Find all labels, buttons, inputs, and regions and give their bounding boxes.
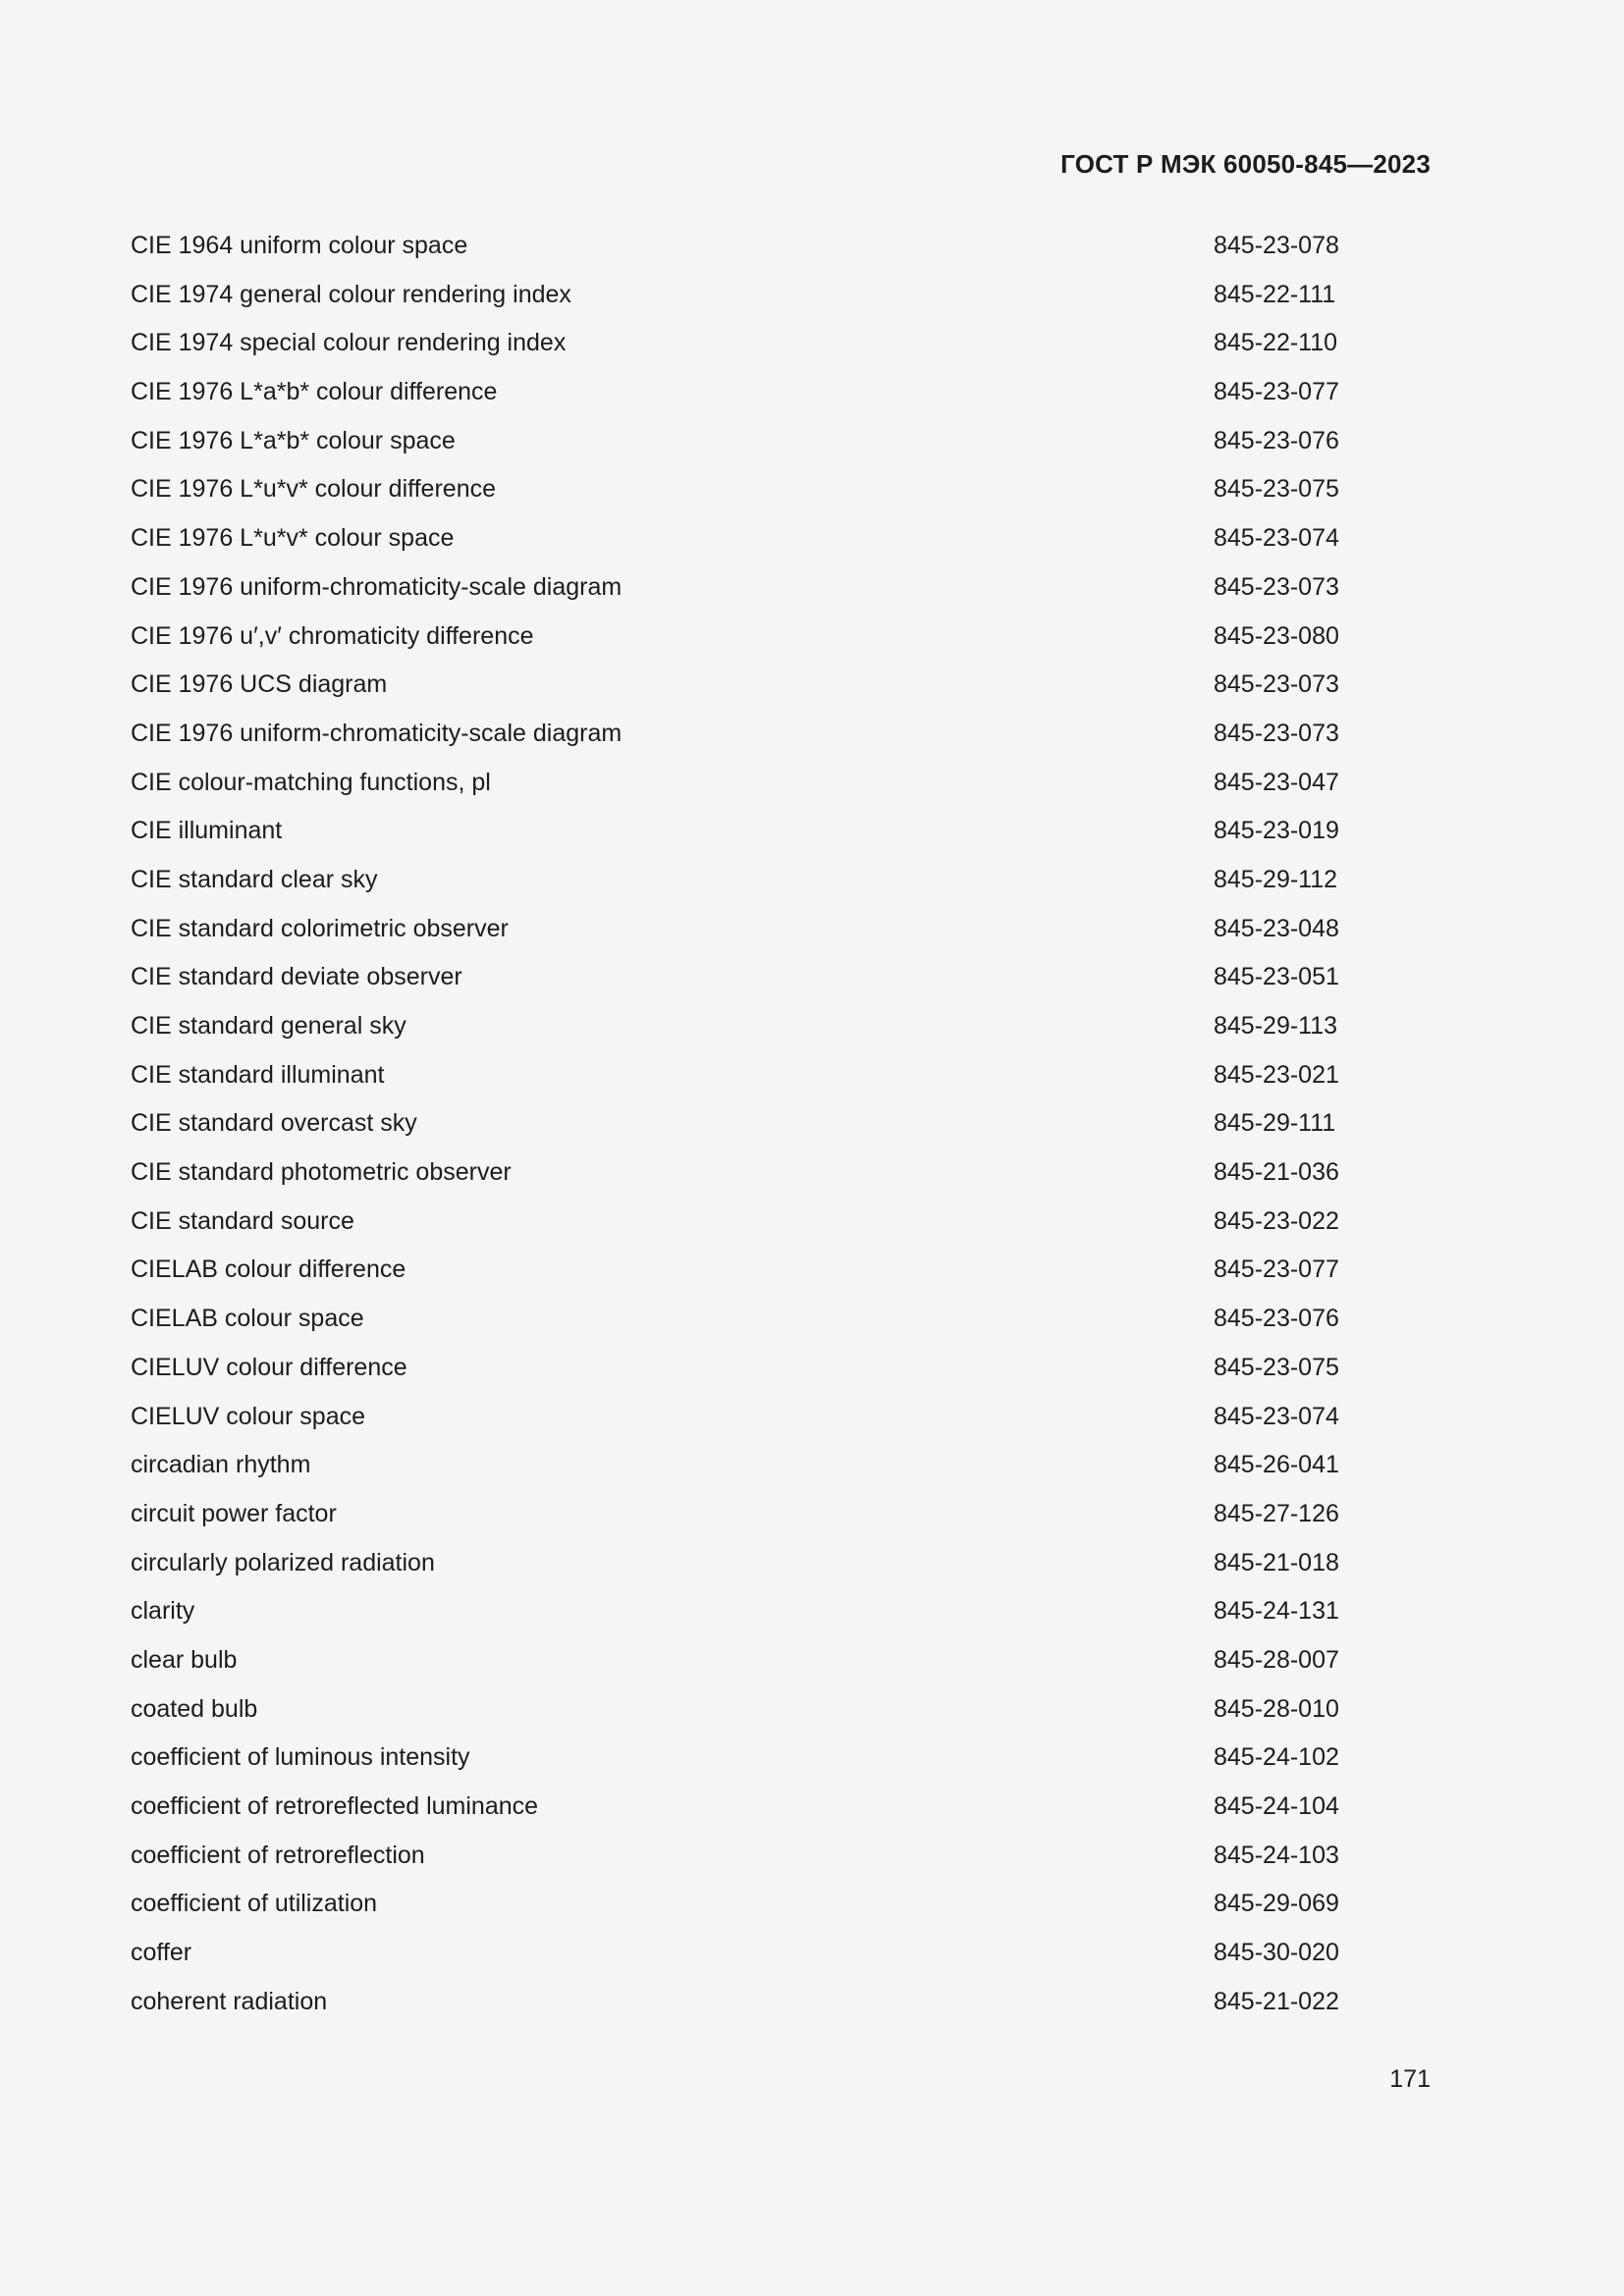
index-term: coefficient of utilization xyxy=(131,1890,378,1918)
index-entry xyxy=(131,1988,1348,2037)
index-term: CIE 1976 L*a*b* colour difference xyxy=(131,378,498,406)
index-term: clarity xyxy=(131,1597,195,1626)
index-term: circularly polarized radiation xyxy=(131,1548,435,1576)
index-reference-number: 845-23-074 xyxy=(1214,1402,1339,1430)
index-term: coffer xyxy=(131,1939,192,1967)
index-reference-number: 845-27-126 xyxy=(1214,1499,1339,1527)
index-reference-number: 845-24-102 xyxy=(1214,1743,1339,1772)
index-reference-number: 845-23-075 xyxy=(1214,475,1339,504)
index-term: coefficient of retroreflected luminance xyxy=(131,1792,539,1820)
page-number: 171 xyxy=(1389,2065,1431,2093)
index-reference-number: 845-23-078 xyxy=(1214,232,1339,259)
index-reference-number: 845-24-103 xyxy=(1214,1841,1339,1869)
index-reference-number: 845-22-111 xyxy=(1214,280,1336,308)
index-reference-number: 845-30-020 xyxy=(1214,1939,1339,1967)
index-reference-number: 845-23-021 xyxy=(1214,1060,1339,1089)
index-term: CIE standard illuminant xyxy=(131,1060,385,1089)
index-reference-number: 845-23-073 xyxy=(1214,670,1339,699)
index-entry xyxy=(131,1646,1348,1695)
index-reference-number: 845-23-051 xyxy=(1214,963,1339,991)
index-reference-number: 845-23-077 xyxy=(1214,1255,1339,1284)
index-term: CIELUV colour difference xyxy=(131,1353,407,1381)
index-term: CIE standard source xyxy=(131,1206,354,1235)
index-term: CIELAB colour space xyxy=(131,1305,364,1333)
index-reference-number: 845-24-131 xyxy=(1214,1597,1339,1626)
index-reference-number: 845-21-022 xyxy=(1214,1987,1339,2015)
index-term: CIELAB colour difference xyxy=(131,1255,406,1284)
index-entry xyxy=(131,1403,1348,1452)
index-reference-number: 845-28-010 xyxy=(1214,1694,1339,1723)
index-term: CIE 1976 L*u*v* colour space xyxy=(131,524,455,553)
index-entry xyxy=(131,1549,1348,1598)
index-reference-number: 845-21-036 xyxy=(1214,1158,1339,1187)
index-reference-number: 845-23-073 xyxy=(1214,572,1339,601)
index-term: coefficient of luminous intensity xyxy=(131,1743,470,1772)
index-reference-number: 845-22-110 xyxy=(1214,329,1338,357)
index-reference-number: 845-23-075 xyxy=(1214,1353,1339,1381)
index-reference-number: 845-23-047 xyxy=(1214,768,1339,796)
index-reference-number: 845-29-069 xyxy=(1214,1890,1339,1918)
document-standard-id: ГОСТ Р МЭК 60050-845—2023 xyxy=(1060,149,1431,179)
index-reference-number: 845-23-080 xyxy=(1214,621,1339,650)
index-reference-number: 845-23-074 xyxy=(1214,524,1339,553)
index-entry xyxy=(131,769,1348,818)
index-term: circadian rhythm xyxy=(131,1451,311,1479)
index-term: CIE 1976 UCS diagram xyxy=(131,670,388,699)
index-term: CIE standard deviate observer xyxy=(131,963,462,991)
index-reference-number: 845-29-112 xyxy=(1214,865,1338,893)
index-term: CIE 1974 general colour rendering index xyxy=(131,280,571,308)
index-reference-number: 845-23-076 xyxy=(1214,1305,1339,1333)
index-term: coefficient of retroreflection xyxy=(131,1841,425,1869)
index-term: CIELUV colour space xyxy=(131,1402,366,1430)
index-term: CIE standard clear sky xyxy=(131,865,378,893)
index-reference-number: 845-23-076 xyxy=(1214,426,1339,454)
index-reference-number: 845-23-077 xyxy=(1214,378,1339,406)
index-term: CIE standard overcast sky xyxy=(131,1109,417,1138)
index-term: CIE colour-matching functions, pl xyxy=(131,768,491,796)
index-term: CIE illuminant xyxy=(131,817,283,845)
index-term: coherent radiation xyxy=(131,1987,328,2015)
index-reference-number: 845-23-019 xyxy=(1214,817,1339,845)
index-term: CIE 1974 special colour rendering index xyxy=(131,329,567,357)
index-term: CIE 1976 L*u*v* colour difference xyxy=(131,475,496,504)
index-term: CIE 1964 uniform colour space xyxy=(131,232,468,259)
index-entry xyxy=(131,1597,1348,1646)
index-term: circuit power factor xyxy=(131,1499,337,1527)
index-term: CIE standard photometric observer xyxy=(131,1158,512,1187)
index-entry xyxy=(131,1890,1348,1939)
index-term: CIE 1976 u′,v′ chromaticity difference xyxy=(131,621,534,650)
index-term: CIE 1976 uniform-chromaticity-scale diagram xyxy=(131,719,623,747)
index-term: coated bulb xyxy=(131,1694,258,1723)
index-term: CIE standard colorimetric observer xyxy=(131,914,509,942)
index-reference-number: 845-28-007 xyxy=(1214,1645,1339,1674)
index-reference-number: 845-29-113 xyxy=(1214,1012,1338,1040)
index-reference-number: 845-23-048 xyxy=(1214,914,1339,942)
index-reference-number: 845-23-022 xyxy=(1214,1206,1339,1235)
index-reference-number: 845-26-041 xyxy=(1214,1451,1339,1479)
index-term: CIE 1976 L*a*b* colour space xyxy=(131,426,456,454)
index-reference-number: 845-23-073 xyxy=(1214,719,1339,747)
index-term: clear bulb xyxy=(131,1645,238,1674)
index-reference-number: 845-29-111 xyxy=(1214,1109,1336,1138)
index-reference-number: 845-21-018 xyxy=(1214,1548,1339,1576)
term-index-list xyxy=(131,232,1348,2036)
index-term: CIE 1976 uniform-chromaticity-scale diagram xyxy=(131,572,623,601)
index-reference-number: 845-24-104 xyxy=(1214,1792,1339,1820)
index-term: CIE standard general sky xyxy=(131,1012,406,1040)
